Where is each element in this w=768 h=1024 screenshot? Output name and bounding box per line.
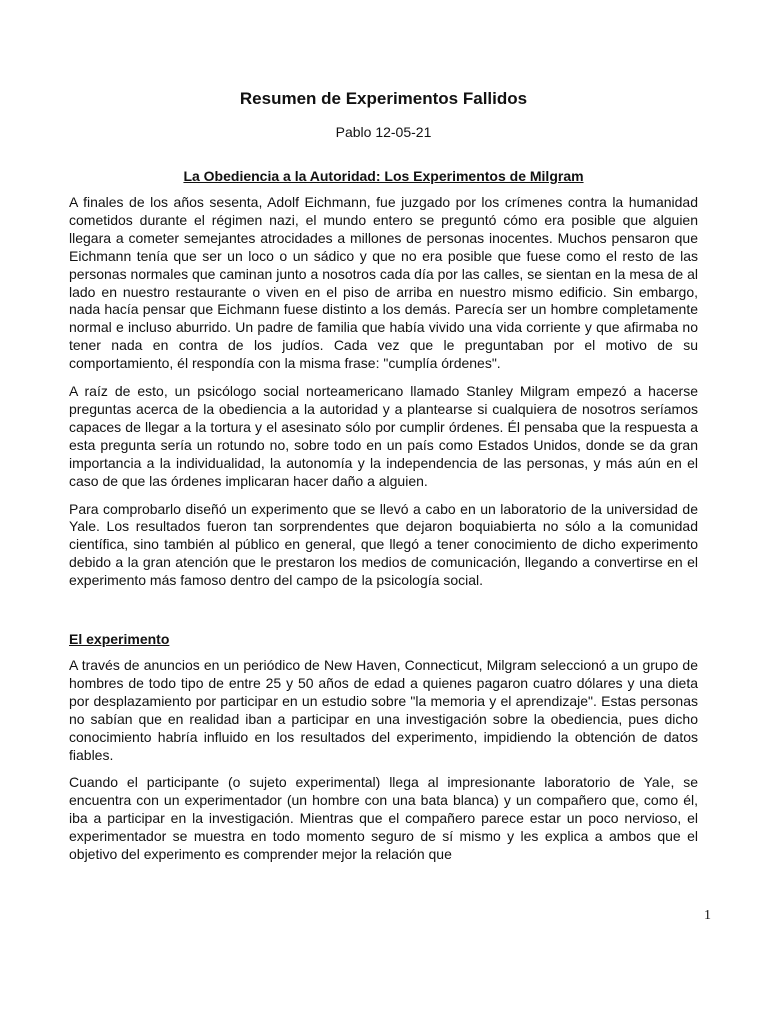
section-heading-milgram: La Obediencia a la Autoridad: Los Experimentos de Milgram [183, 168, 584, 184]
paragraph: Cuando el participante (o sujeto experimental) llega al impresionante laboratorio de Yale, se encuentra con un experimentador (un hombre con una bata blanca) y un compañero que, como él, iba a participar en la investigación. Mientras que el compañero parece estar un poco nervioso, el experimentador se muestra en todo momento seguro de sí mismo y les explica a ambos que el objetivo del experimento es comprender mejor la relación que [69, 774, 698, 863]
section-heading-experiment: El experimento [69, 631, 170, 648]
paragraph: A través de anuncios en un periódico de New Haven, Connecticut, Milgram seleccionó a un grupo de hombres de todo tipo de entre 25 y 50 años de edad a quienes pagaron cuatro dólares y una dieta por desplazamiento por participar en un estudio sobre "la memoria y el aprendizaje". Estas personas no sabían que en realidad iban a participar en una investigación sobre la obediencia, pues dicho conocimiento habría influido en los resultados del experimento, impidiendo la obtención de datos fiables. [69, 657, 698, 763]
document-title: Resumen de Experimentos Fallidos [239, 89, 528, 108]
paragraph: Para comprobarlo diseñó un experimento que se llevó a cabo en un laboratorio de la universidad de Yale. Los resultados fueron tan sorprendentes que dejaron boquiabierta no sólo a la comunidad científica, sino también al público en general, que llegó a tener conocimiento de dicho experimento debido a la gran atención que le prestaron los medios de comunicación, llegando a convertirse en el experimento más famoso dentro del campo de la psicología social. [69, 500, 698, 589]
paragraph: A raíz de esto, un psicólogo social norteamericano llamado Stanley Milgram empezó a hacerse preguntas acerca de la obediencia a la autoridad y a plantearse si cualquiera de nosotros seríamos capaces de llegar a la tortura y el asesinato sólo por cumplir órdenes. Él pensaba que la respuesta a esta pregunta sería un rotundo no, sobre todo en un país como Estados Unidos, donde se da gran importancia a la individualidad, la autonomía y la independencia de las personas, y más aún en el caso de que las órdenes implicaran hacer daño a alguien. [69, 383, 698, 489]
paragraph: A finales de los años sesenta, Adolf Eichmann, fue juzgado por los crímenes contra la humanidad cometidos durante el régimen nazi, el mundo entero se preguntó cómo era posible que alguien llegara a cometer semejantes atrocidades a millones de personas inocentes. Muchos pensaron que Eichmann tenía que ser un loco o un sádico y que no era posible que fuese como el resto de las personas normales que caminan junto a nosotros cada día por las calles, se sientan en la mesa de al lado en nuestro restaurante o viven en el piso de arriba en nuestro mismo edificio. Sin embargo, nada hacía pensar que Eichmann fuese distinto a los demás. Parecía ser un hombre completamente normal e incluso aburrido. Un padre de familia que había vivido una vida corriente y que afirmaba no tener nada en contra de los judíos. Cada vez que le preguntaban por el motivo de su comportamiento, él respondía con la misma frase: "cumplía órdenes". [69, 194, 698, 372]
author-date: Pablo 12-05-21 [335, 124, 432, 140]
page-content [69, 87, 698, 864]
page-number: 1 [704, 908, 711, 923]
